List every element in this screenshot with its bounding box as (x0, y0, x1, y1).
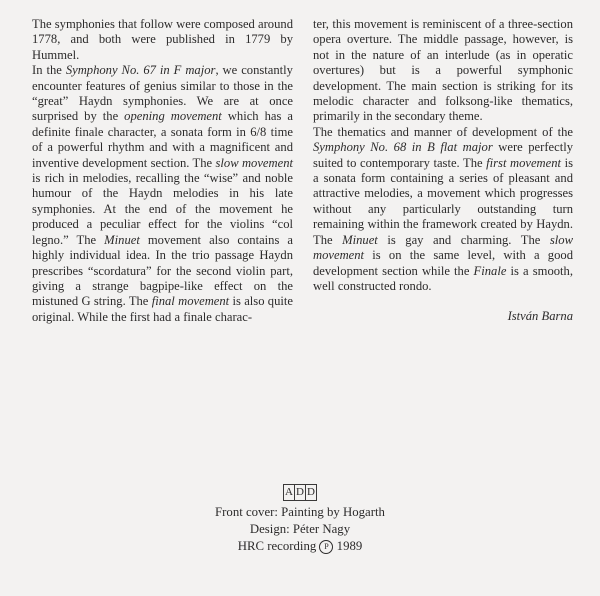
phonogram-copyright-icon: P (319, 540, 333, 554)
add-recording-code-badge (283, 484, 317, 501)
continuation-paragraph: ter, this movement is reminiscent of a three-section opera overture. The middle passage, however, is not in the nature of an interlude (as in operatic overtures) but is a powerful symphonic development. The main section is striking for its melodic character and folksong-like thematics, primarily in the secondary theme. (313, 17, 573, 124)
credits-footer (0, 483, 600, 555)
minuet-term: Minuet (342, 232, 378, 247)
slow-movement-term: slow movement (313, 232, 573, 263)
left-text-column (32, 17, 293, 325)
text-run: , we constantly encounter features of genius similar to those in the “great” Haydn symphonies. We are at once surprised by the (32, 63, 293, 124)
text-run: were perfectly suited to contemporary taste. The (313, 140, 574, 170)
front-cover-credit: Front cover: Painting by Hogarth (215, 505, 385, 519)
add-code-letter: A (284, 485, 295, 500)
symphony-68-title: Symphony No. 68 in B flat major (313, 140, 493, 155)
intro-paragraph: The symphonies that follow were composed around 1778, and both were published in 1779 by Hummel. (32, 17, 293, 62)
symphony-68-paragraph (313, 125, 573, 294)
design-credit: Design: Péter Nagy (249, 522, 351, 536)
text-run: movement also contains a highly individual idea. In the trio passage Haydn prescribes “scordatura” for the second violin part, giving a strange bagpipe-like effect on the mistuned G string. The (32, 232, 293, 309)
text-run: is a smooth, well constructed rondo. (313, 263, 573, 293)
text-run: In the (32, 63, 66, 78)
text-run: is rich in melodies, recalling the “wise” and noble humour of the Haydn melodies in his late symphonies. At the end of the movement he produced a peculiar effect for the violins “col legno.” The (32, 171, 293, 247)
add-code-letter: D (307, 486, 315, 498)
minuet-term: Minuet (104, 232, 140, 247)
add-code-letter: D (295, 485, 306, 500)
final-movement-term: final movement (151, 294, 230, 309)
text-run: is a sonata form containing a series of pleasant and attractive melodies, a movement which progresses without any particularly outstanding turn remaining within the framework created by Haydn. The (313, 155, 573, 247)
symphony-67-paragraph (32, 63, 293, 325)
text-run: The thematics and manner of development of the (313, 124, 573, 139)
slow-movement-term: slow movement (215, 155, 293, 170)
recording-label: HRC recording (237, 539, 317, 553)
text-run: is also quite original. While the first had a finale charac- (32, 294, 293, 324)
opening-movement-term: opening movement (124, 109, 222, 124)
recording-credit (0, 538, 600, 555)
text-run: is on the same level, with a good development section while the (313, 248, 573, 278)
right-text-column (313, 17, 573, 325)
first-movement-term: first movement (486, 155, 562, 170)
text-run: is gay and charming. The (377, 232, 550, 247)
text-run: which has a definite finale character, a sonata form in 6/8 time of a powerful rhythm and with a magnificent and inventive development section. The (32, 109, 293, 170)
author-signature: István Barna (507, 309, 573, 324)
recording-year: 1989 (336, 539, 363, 553)
finale-term: Finale (473, 263, 507, 278)
symphony-67-title: Symphony No. 67 in F major (65, 63, 216, 78)
